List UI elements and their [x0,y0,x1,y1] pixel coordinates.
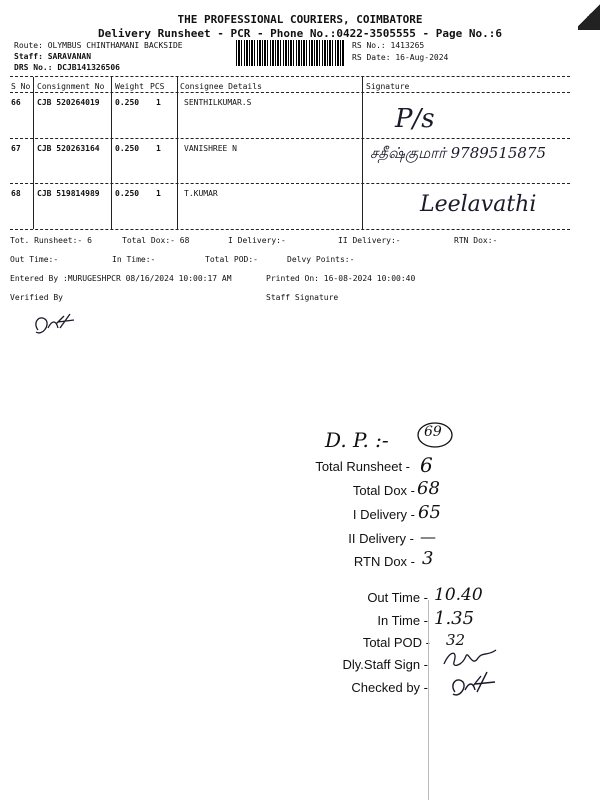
header-sno: S No [11,82,31,91]
row-consignment: CJB 520263164 [37,144,100,153]
col-divider [177,77,178,229]
stamp-value-total-dox: 68 [417,478,440,499]
row-signature: சதீஷ்குமார் 9789515875 [370,144,547,162]
stamp-value-in-time: 1.35 [434,608,475,629]
verifier-signature [30,308,80,342]
row-sno: 67 [11,144,21,153]
col-divider [362,77,363,229]
stamp-value-out-time: 10.40 [434,585,483,605]
total-pod: Total POD:- [205,255,258,264]
staff-text: Staff: SARAVANAN [14,52,92,61]
staff-signature-label: Staff Signature [266,293,339,302]
rtn-dox: RTN Dox:- [454,236,498,245]
printed-on: Printed On: 16-08-2024 10:00:40 [266,274,416,283]
row-pcs: 1 [156,189,161,198]
rs-no-text: RS No.: 1413265 [352,41,425,50]
delvy-points: Delvy Points:- [287,255,355,264]
stamp-value-rtn-dox: 3 [422,548,434,569]
stamp-label-ii-delivery: II Delivery - [348,531,414,546]
stamp-label-checked-by: Checked by - [351,680,428,695]
stamp-label-total-pod: Total POD - [362,635,430,650]
row-signature: Leelavathi [420,192,537,217]
row-divider [10,138,570,139]
header-signature: Signature [366,82,410,91]
col-divider [111,77,112,229]
stamp-value-i-delivery: 65 [418,502,441,523]
header-weight: Weight [115,82,144,91]
dp-label: D. P. :- [325,428,389,452]
table-bottom-line [10,229,570,230]
table-top-line [10,76,570,77]
i-delivery: I Delivery:- [228,236,286,245]
stamp-value-ii-delivery: — [420,527,436,546]
stamp-label-dly-staff-sign: Dly.Staff Sign - [342,657,428,672]
drs-text: DRS No.: DCJB141326506 [14,63,120,72]
row-consignee: T.KUMAR [184,189,218,198]
stamp-label-total-runsheet: Total Runsheet - [315,459,410,474]
checked-by-signature [445,670,500,706]
dp-value: 69 [424,424,442,440]
rs-date-text: RS Date: 16-Aug-2024 [352,53,449,62]
row-consignee: VANISHREE N [184,144,237,153]
stamp-label-i-delivery: I Delivery - [352,507,415,522]
stamp-value-total-runsheet: 6 [420,453,433,477]
row-pcs: 1 [156,144,161,153]
row-weight: 0.250 [115,189,140,198]
stamp-value-total-pod: 32 [446,631,466,649]
row-sno: 68 [11,189,21,198]
ii-delivery: II Delivery:- [338,236,401,245]
dly-staff-signature [440,646,500,672]
header-consignment: Consignment No [37,82,105,91]
row-sno: 66 [11,98,21,107]
stamp-label-total-dox: Total Dox - [352,483,415,498]
barcode-image [236,40,344,66]
row-weight: 0.250 [115,144,140,153]
out-time: Out Time:- [10,255,59,264]
row-consignment: CJB 520264019 [37,98,100,107]
row-consignee: SENTHILKUMAR.S [184,98,252,107]
verified-by-label: Verified By [10,293,63,302]
entered-by: Entered By :MURUGESHPCR 08/16/2024 10:00:17 AM [10,274,232,283]
in-time: In Time:- [112,255,156,264]
company-title: THE PROFESSIONAL COURIERS, COIMBATORE [177,13,423,26]
row-consignment: CJB 519814989 [37,189,100,198]
row-signature: P/s [395,104,435,134]
table-header-line [10,92,570,93]
stamp-label-in-time: In Time - [377,613,428,628]
header-pcs: PCS [150,82,165,91]
header-consignee: Consignee Details [180,82,262,91]
row-pcs: 1 [156,98,161,107]
tot-runsheet: Tot. Runsheet:- 6 [10,236,92,245]
stamp-label-rtn-dox: RTN Dox - [353,554,415,569]
row-divider [10,183,570,184]
col-divider [33,77,34,229]
total-dox: Total Dox:- 68 [122,236,190,245]
runsheet-subtitle: Delivery Runsheet - PCR - Phone No.:0422-3505555 - Page No.:6 [98,27,502,40]
stamp-label-out-time: Out Time - [367,590,428,605]
route-text: Route: OLYMBUS CHINTHAMANI BACKSIDE [14,41,183,50]
row-weight: 0.250 [115,98,140,107]
fold-line [428,600,429,800]
